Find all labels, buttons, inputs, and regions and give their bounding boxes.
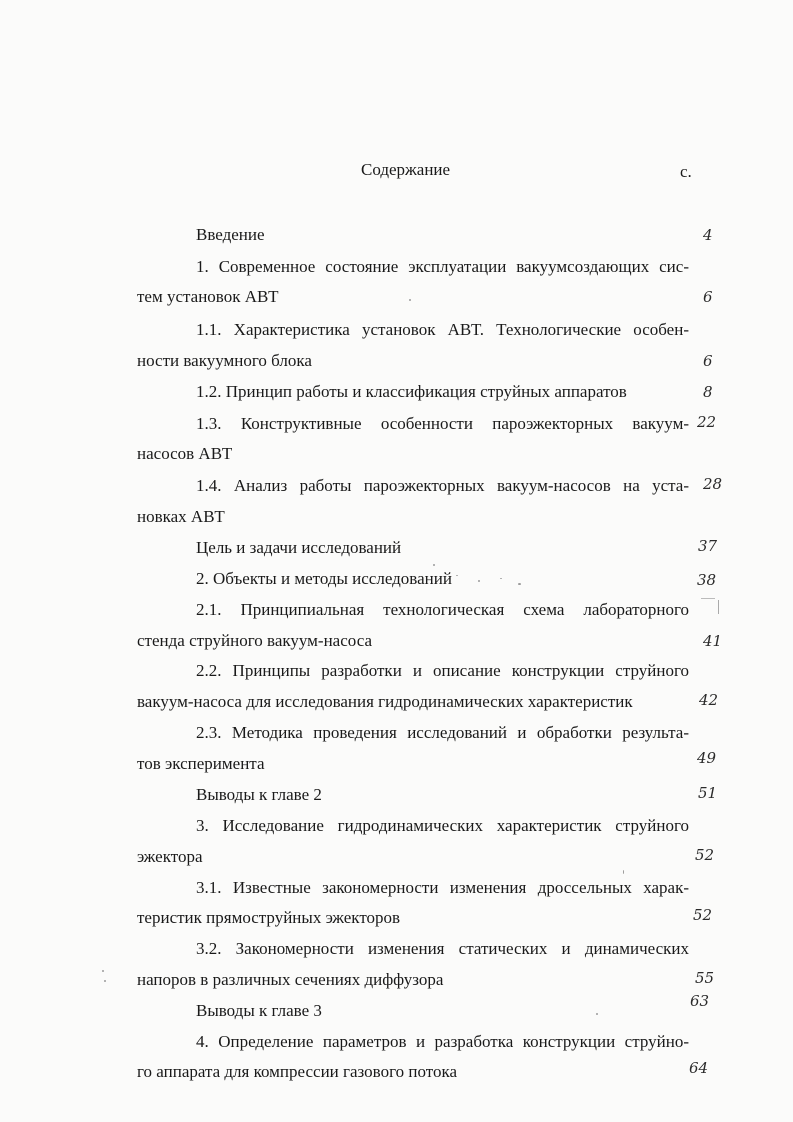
- toc-ch1-page: 6: [703, 288, 713, 306]
- toc-s3-1-page: 52: [693, 906, 713, 924]
- toc-ch4-page: 64: [689, 1059, 709, 1077]
- toc-s2-1-line1: 2.1. Принципиальная технологическая схема лабораторного: [196, 600, 689, 619]
- toc-s3-2-page: 55: [695, 969, 715, 987]
- toc-s3-2-line1: 3.2. Закономерности изменения статических и динамических: [196, 939, 689, 958]
- toc-s3-1-line2: теристик прямоструйных эжекторов: [137, 908, 401, 927]
- toc-s2-1-page: 41: [703, 632, 723, 650]
- toc-s1-1-line2: ности вакуумного блока: [137, 351, 312, 370]
- toc-ch4-line2: го аппарата для компрессии газового потока: [137, 1062, 458, 1081]
- toc-ch3-line2: эжектора: [137, 847, 203, 866]
- scan-speck: [104, 980, 106, 982]
- toc-concl2: Выводы к главе 2: [196, 785, 322, 804]
- scan-speck: [433, 564, 435, 566]
- toc-ch1-line2: тем установок АВТ: [137, 287, 279, 306]
- toc-s1-3-line2: насосов АВТ: [137, 444, 233, 463]
- toc-s1-3-page: 22: [697, 413, 717, 431]
- toc-intro: Введение: [196, 225, 265, 244]
- scan-speck: [456, 575, 458, 576]
- toc-goals-page: 37: [698, 537, 718, 555]
- toc-s2-3-page: 49: [697, 749, 717, 767]
- page-column-label: с.: [680, 162, 692, 181]
- scan-speck: [409, 299, 411, 301]
- toc-concl2-page: 51: [698, 784, 718, 802]
- scan-speck: [596, 1013, 598, 1015]
- toc-s1-1-line1: 1.1. Характеристика установок АВТ. Технологические особен-: [196, 320, 689, 339]
- scan-mark: [701, 598, 715, 599]
- toc-s1-4-line1: 1.4. Анализ работы пароэжекторных вакуум-насосов на уста-: [196, 476, 689, 495]
- toc-ch2-page: 38: [697, 571, 717, 589]
- toc-s1-4-page: 28: [703, 475, 723, 493]
- toc-s3-1-line1: 3.1. Известные закономерности изменения дроссельных харак-: [196, 878, 689, 897]
- scan-speck: [518, 583, 521, 585]
- toc-s1-4-line2: новках АВТ: [137, 507, 225, 526]
- toc-s2-3-line1: 2.3. Методика проведения исследований и обработки результа-: [196, 723, 689, 742]
- toc-ch3-page: 52: [695, 846, 715, 864]
- toc-ch3-line1: 3. Исследование гидродинамических характеристик струйного: [196, 816, 689, 835]
- toc-intro-page: 4: [703, 226, 713, 244]
- page-title: Содержание: [361, 160, 451, 179]
- toc-ch1-line1: 1. Современное состояние эксплуатации вакуумсоздающих сис-: [196, 257, 689, 276]
- toc-s2-3-line2: тов эксперимента: [137, 754, 265, 773]
- toc-ch2: 2. Объекты и методы исследований: [196, 569, 452, 588]
- toc-s2-1-line2: стенда струйного вакуум-насоса: [137, 631, 372, 650]
- toc-s1-1-page: 6: [703, 352, 713, 370]
- toc-s3-2-line2: напоров в различных сечениях диффузора: [137, 970, 444, 989]
- toc-s2-2-line1: 2.2. Принципы разработки и описание конструкции струйного: [196, 661, 689, 680]
- toc-goals: Цель и задачи исследований: [196, 538, 402, 557]
- scan-speck: [623, 870, 624, 874]
- toc-concl3: Выводы к главе 3: [196, 1001, 322, 1020]
- scan-speck: [478, 580, 480, 582]
- toc-s1-2-page: 8: [703, 383, 713, 401]
- toc-s1-3-line1: 1.3. Конструктивные особенности пароэжекторных вакуум-: [196, 414, 689, 433]
- toc-concl3-page: 63: [690, 992, 710, 1010]
- toc-ch4-line1: 4. Определение параметров и разработка конструкции струйно-: [196, 1032, 689, 1051]
- toc-s1-2: 1.2. Принцип работы и классификация струйных аппаратов: [196, 382, 627, 401]
- scan-mark: [718, 600, 719, 614]
- scan-speck: [500, 578, 502, 579]
- toc-s2-2-line2: вакуум-насоса для исследования гидродинамических характеристик: [137, 692, 633, 711]
- toc-s2-2-page: 42: [699, 691, 719, 709]
- scan-speck: [102, 970, 104, 972]
